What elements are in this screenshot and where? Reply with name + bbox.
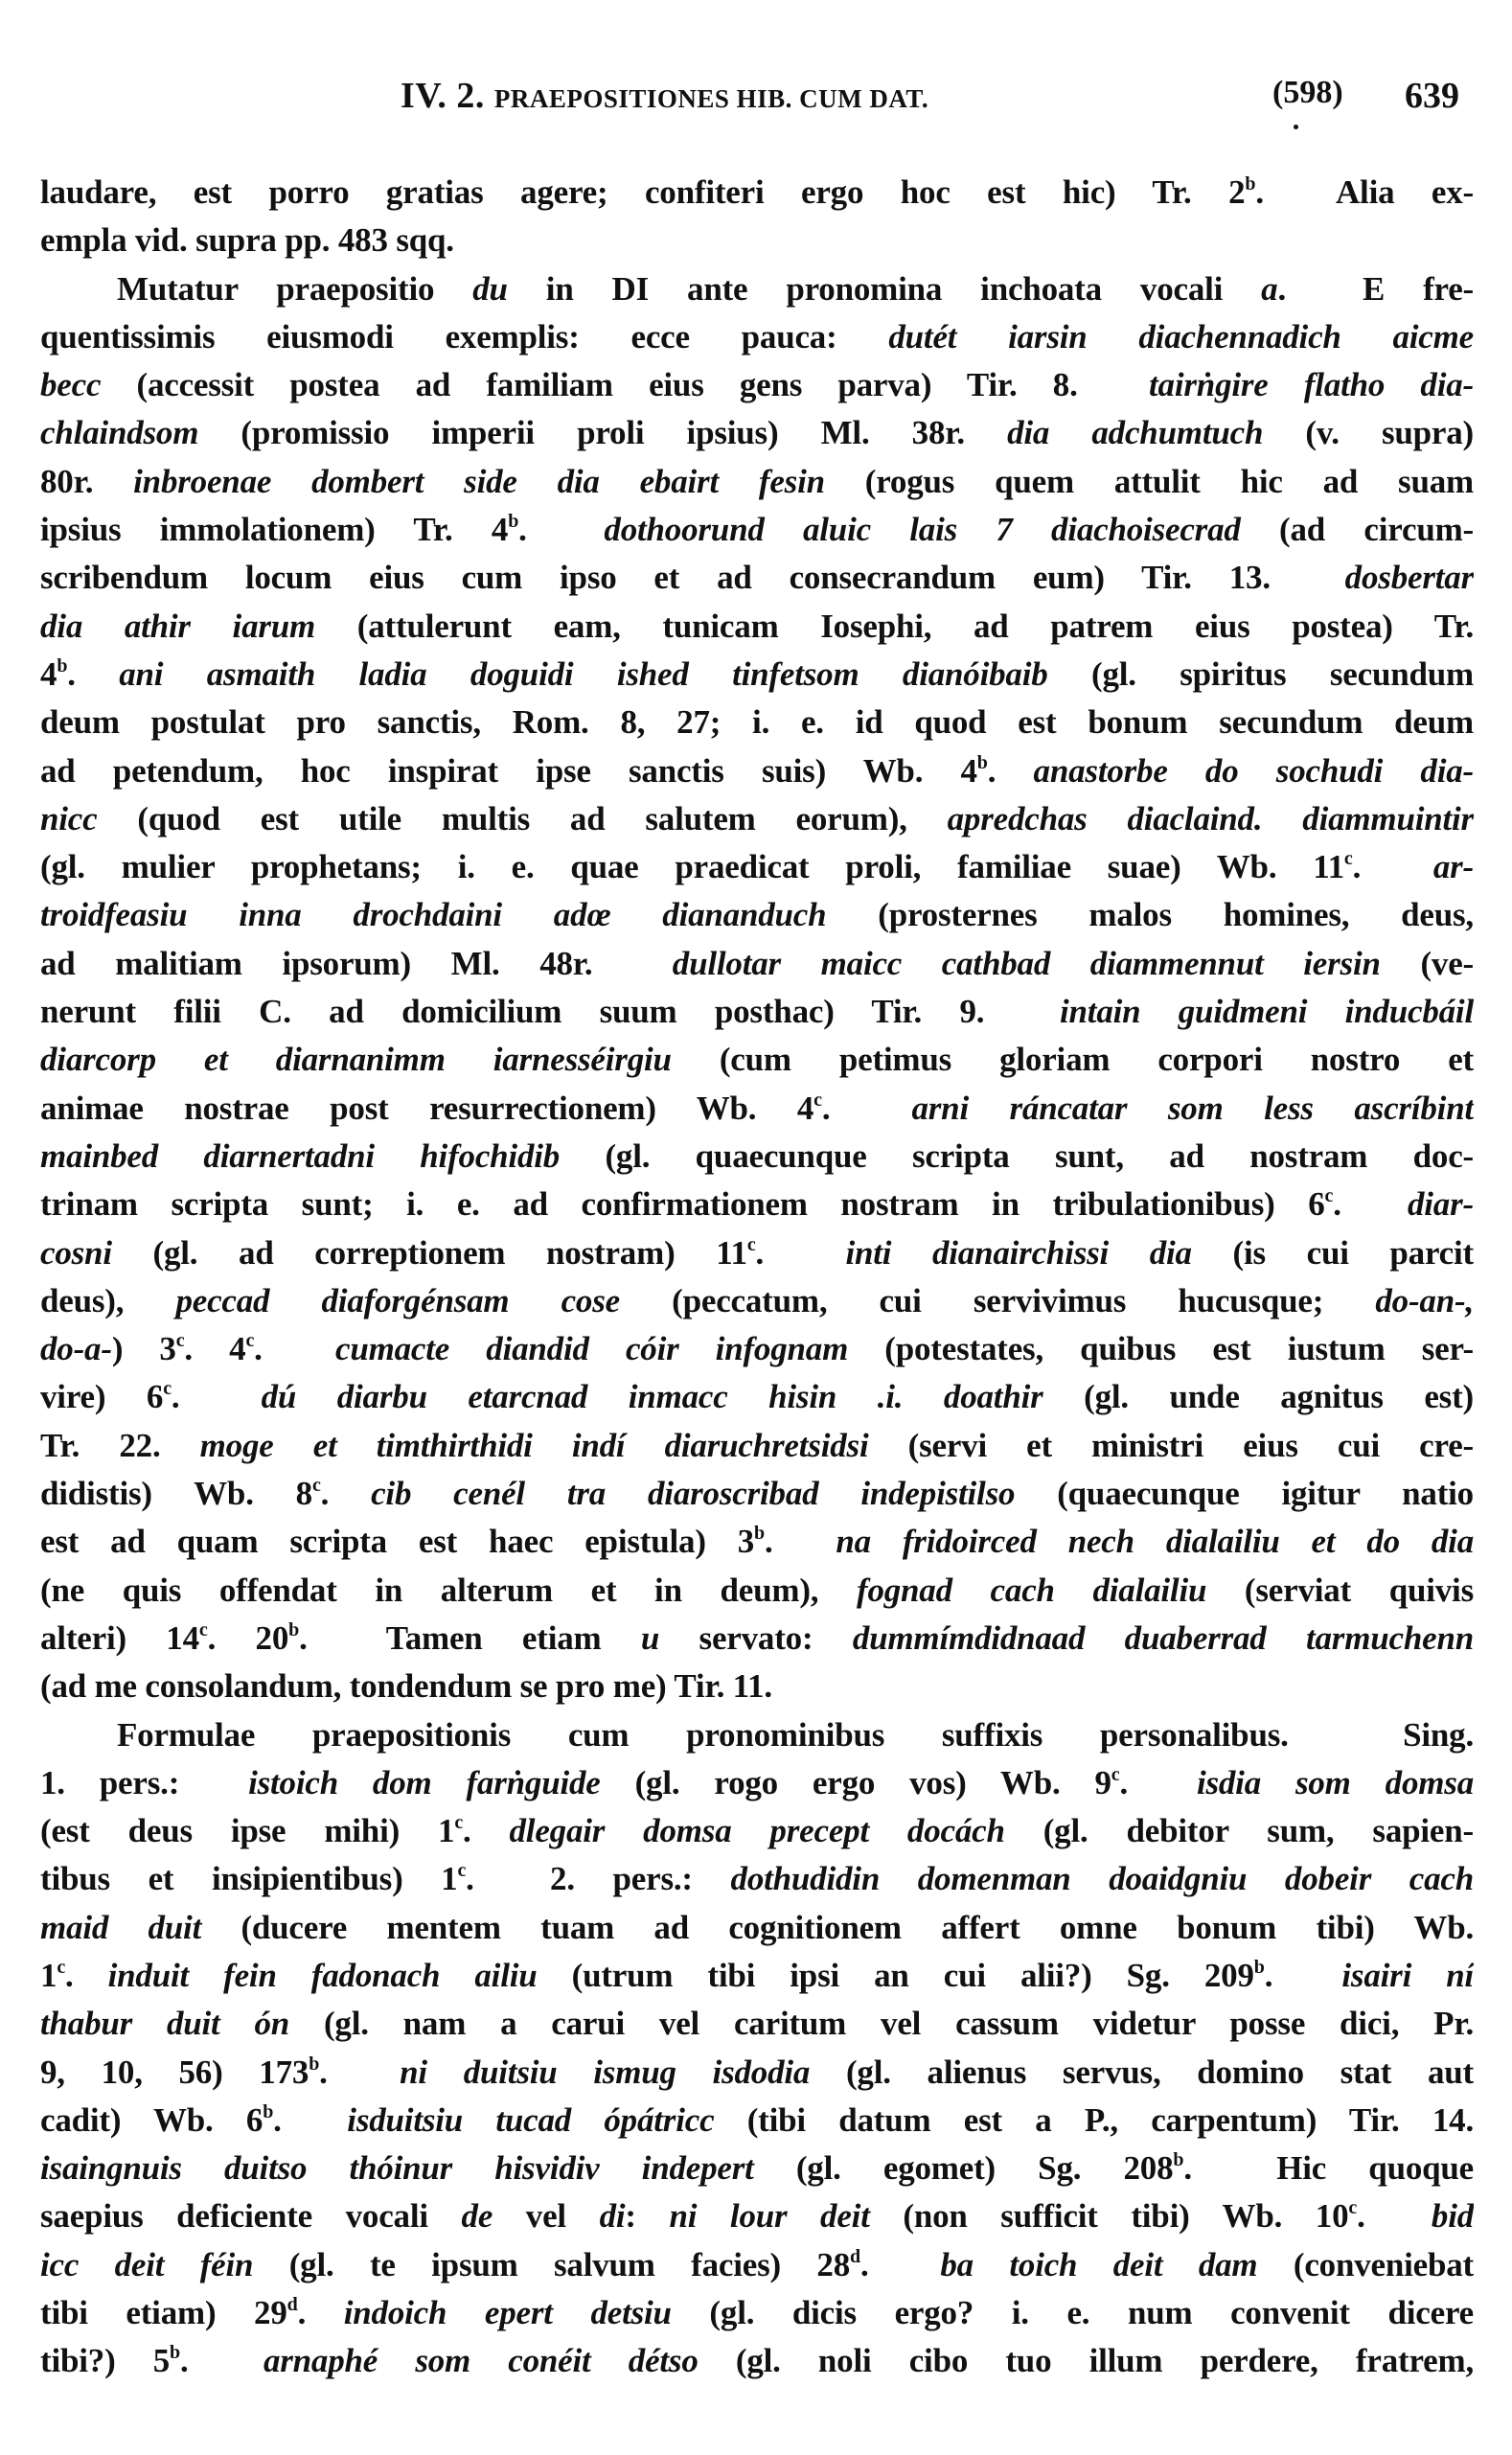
irish-text: peccad diaforgénsam cose: [175, 1281, 620, 1319]
text-line: [40, 1615, 1474, 1663]
irish-text: isduitsiu tucad ópátricc: [347, 2100, 715, 2139]
irish-text: do-a-: [40, 1330, 112, 1368]
latin-text: .: [1352, 848, 1433, 886]
latin-text: .: [755, 1233, 846, 1272]
text-line: [40, 2145, 1474, 2192]
text-line: [40, 2337, 1474, 2385]
irish-text: thabur duit ón: [40, 2005, 290, 2043]
text-line: [40, 651, 1474, 699]
latin-text: ) 3: [111, 1330, 176, 1368]
irish-text: bid: [1431, 2197, 1474, 2236]
latin-text: (gl. rogo ergo vos) Wb. 9: [600, 1763, 1111, 1801]
latin-text: ipsius immolationem) Tr. 4: [40, 511, 509, 549]
irish-text: icc deit féin: [40, 2245, 254, 2283]
latin-text: . Hic quoque: [1183, 2149, 1474, 2188]
latin-text: (quod est utile multis ad salutem eorum),: [97, 799, 948, 837]
folio-superscript: b: [1173, 2149, 1184, 2171]
irish-text: becc: [40, 366, 102, 404]
latin-text: (gl. unde agnitus est): [1042, 1378, 1474, 1416]
latin-text: (gl. te ipsum salvum facies) 28: [253, 2245, 851, 2283]
latin-text: scribendum locum eius cum ipso et ad consecrandum eum) Tir. 13.: [40, 559, 1345, 597]
folio-superscript: c: [746, 1233, 756, 1255]
page-number: 639: [1405, 76, 1459, 116]
latin-text: (gl. ad correptionem nostram) 11: [111, 1233, 747, 1272]
irish-text: inti dianairchissi dia: [845, 1233, 1192, 1272]
latin-text: (gl. nam a carui vel caritum vel cassum videtur posse dici, Pr.: [289, 2005, 1474, 2043]
latin-text: 1: [40, 1956, 57, 1994]
irish-text: maid duit: [40, 1908, 202, 1946]
folio-superscript: c: [175, 1330, 185, 1352]
text-line: [40, 1325, 1474, 1373]
text-line: [40, 1518, 1474, 1566]
text-line: [40, 458, 1474, 506]
latin-text: (servi et ministri eius cui cre-: [868, 1426, 1474, 1464]
text-line: [40, 409, 1474, 457]
latin-text: cadit) Wb. 6: [40, 2100, 263, 2139]
latin-text: servato:: [659, 1618, 853, 1657]
irish-text: istoich dom farṅguide: [248, 1763, 601, 1801]
section-title: PRAEPOSITIONES HIB. CUM DAT.: [493, 84, 929, 113]
latin-text: (peccatum, cui servivimus hucusque;: [620, 1281, 1376, 1319]
latin-text: 1. pers.:: [40, 1763, 249, 1801]
irish-text: anastorbe do sochudi dia-: [1033, 751, 1474, 790]
latin-text: .: [273, 2100, 348, 2139]
text-line: [40, 795, 1474, 843]
dot-mark: [1294, 125, 1298, 129]
irish-text: fognad cach dialailiu: [856, 1571, 1207, 1609]
folio-superscript: c: [163, 1378, 172, 1400]
latin-text: (v. supra): [1263, 414, 1474, 452]
latin-text: .: [67, 654, 120, 693]
latin-text: .: [518, 511, 605, 549]
irish-text: inbroenae dombert side dia ebairt fesin: [133, 462, 825, 500]
text-line: [40, 2049, 1474, 2097]
latin-text: . 20: [207, 1618, 289, 1657]
folio-superscript: c: [1343, 848, 1353, 870]
folio-superscript: b: [288, 1618, 300, 1640]
latin-text: deus),: [40, 1281, 176, 1319]
irish-text: dosbertar: [1344, 559, 1474, 597]
latin-text: (gl. egomet) Sg. 208: [753, 2149, 1174, 2188]
latin-text: .: [179, 2342, 263, 2380]
irish-text: ani asmaith ladia doguidi ished tinfetsom dianóibaib: [119, 654, 1048, 693]
irish-text: ni duitsiu ismug isdodia: [400, 2053, 811, 2091]
latin-text: .: [821, 1089, 912, 1127]
latin-text: ad malitiam ipsorum) Ml. 48r.: [40, 944, 673, 982]
body-text: [40, 169, 1474, 2386]
latin-text: saepius deficiente vocali: [40, 2197, 462, 2236]
latin-text: in DI ante pronomina inchoata vocali: [507, 269, 1262, 308]
text-line: [40, 1807, 1474, 1855]
irish-text: ar-: [1432, 848, 1474, 886]
folio-superscript: b: [754, 1523, 765, 1545]
latin-text: 4: [40, 654, 57, 693]
latin-text: vire) 6: [40, 1378, 164, 1416]
irish-text: isaingnuis duitso thóinur hisvidiv indepert: [40, 2149, 754, 2188]
text-line: [40, 1036, 1474, 1084]
text-line: [40, 361, 1474, 409]
latin-text: nerunt filii C. ad domicilium suum posthac) Tir. 9.: [40, 993, 1060, 1031]
text-line: [40, 1663, 1474, 1710]
latin-text: tibi?) 5: [40, 2342, 171, 2380]
latin-text: .: [764, 1523, 836, 1561]
latin-text: (gl. dicis ergo? i. e. num convenit dicere: [671, 2294, 1474, 2332]
latin-text: Formulae praepositionis cum pronominibus suffixis personalibus. Sing.: [117, 1715, 1474, 1754]
running-header: [0, 75, 1512, 132]
irish-text: do-an-,: [1375, 1281, 1474, 1319]
latin-text: .: [859, 2245, 941, 2283]
irish-text: a: [1261, 269, 1278, 308]
latin-text: (utrum tibi ipsi an cui alii?) Sg. 209: [537, 1956, 1254, 1994]
latin-text: . 4: [184, 1330, 246, 1368]
latin-text: .: [254, 1330, 335, 1368]
irish-text: dia athir iarum: [40, 607, 316, 645]
irish-text: nicc: [40, 799, 98, 837]
irish-text: u: [640, 1618, 660, 1657]
text-line: [40, 2241, 1474, 2289]
text-line: [40, 169, 1474, 217]
latin-text: trinam scripta sunt; i. e. ad confirmationem nostram in tribulationibus) 6: [40, 1185, 1325, 1224]
folio-superscript: b: [1245, 173, 1256, 195]
text-line: [40, 2192, 1474, 2240]
latin-text: (accessit postea ad familiam eius gens parva) Tir. 8.: [101, 366, 1150, 404]
latin-text: .: [987, 751, 1034, 790]
latin-text: (rogus quem attulit hic ad suam: [824, 462, 1474, 500]
latin-text: . Alia ex-: [1255, 173, 1474, 211]
latin-text: (conveniebat: [1257, 2245, 1474, 2283]
running-title: [401, 75, 928, 117]
irish-text: ba toich deit dam: [940, 2245, 1258, 2283]
folio-superscript: b: [57, 654, 68, 677]
latin-text: laudare, est porro gratias agere; confiteri ergo hoc est hic) Tr. 2: [40, 173, 1246, 211]
text-line: [40, 217, 1474, 264]
text-line: [40, 1470, 1474, 1518]
irish-text: isdia som domsa: [1196, 1763, 1474, 1801]
latin-text: (ducere mentem tuam ad cognitionem affert omne bonum tibi) Wb.: [201, 1908, 1474, 1946]
text-line: [40, 940, 1474, 988]
irish-text: dia adchumtuch: [1007, 414, 1264, 452]
irish-text: cumacte diandid cóir infognam: [335, 1330, 849, 1368]
latin-text: . E fre-: [1277, 269, 1474, 308]
irish-text: du: [472, 269, 508, 308]
latin-text: animae nostrae post resurrectionem) Wb. 4: [40, 1089, 814, 1127]
latin-text: 80r.: [40, 462, 134, 500]
latin-text: 9, 10, 56) 173: [40, 2053, 309, 2091]
latin-text: .: [1357, 2197, 1432, 2236]
irish-text: mainbed diarnertadni hifochidib: [40, 1136, 561, 1175]
original-page-number: (598): [1272, 75, 1343, 110]
text-line: [40, 2289, 1474, 2337]
irish-text: de: [461, 2197, 493, 2236]
latin-text: .: [65, 1956, 108, 1994]
latin-text: . Tamen etiam: [299, 1618, 641, 1657]
folio-superscript: c: [198, 1618, 208, 1640]
text-line: [40, 891, 1474, 939]
text-line: [40, 313, 1474, 361]
folio-superscript: b: [170, 2342, 180, 2364]
latin-text: .: [297, 2294, 344, 2332]
folio-superscript: c: [57, 1956, 65, 1978]
latin-text: .: [171, 1378, 262, 1416]
latin-text: (ad circum-: [1240, 511, 1474, 549]
folio-superscript: b: [263, 2100, 274, 2122]
irish-text: dú diarbu etarcnad inmacc hisin .i. doathir: [261, 1378, 1043, 1416]
latin-text: Mutatur praepositio: [117, 269, 473, 308]
irish-text: isairi ní: [1341, 1956, 1474, 1994]
irish-text: dothudidin domenman doaidgniu dobeir cach: [730, 1860, 1474, 1898]
irish-text: dutét iarsin diachennadich aicme: [888, 317, 1474, 356]
folio-superscript: c: [311, 1475, 321, 1497]
text-line: [40, 1952, 1474, 2000]
latin-text: .: [319, 2053, 401, 2091]
irish-text: arnaphé som conéit détso: [263, 2342, 699, 2380]
folio-superscript: c: [1348, 2197, 1358, 2219]
text-line: [40, 1373, 1474, 1421]
latin-text: (is cui parcit: [1191, 1233, 1474, 1272]
text-line: [40, 2000, 1474, 2048]
latin-text: quentissimis eiusmodi exemplis: ecce pauca:: [40, 317, 889, 356]
folio-superscript: c: [813, 1089, 822, 1111]
text-line: [40, 2097, 1474, 2145]
irish-text: diar-: [1407, 1185, 1474, 1224]
text-line: [40, 1855, 1474, 1903]
text-line: [40, 603, 1474, 651]
latin-text: (quaecunque igitur natio: [1015, 1475, 1474, 1513]
latin-text: .: [320, 1475, 372, 1513]
latin-text: (est deus ipse mihi) 1: [40, 1812, 455, 1850]
irish-text: chlaindsom: [40, 414, 199, 452]
text-line: [40, 747, 1474, 795]
text-line: [40, 1759, 1474, 1807]
latin-text: Tr. 22.: [40, 1426, 200, 1464]
irish-text: dothoorund aluic lais 7 diachoisecrad: [604, 511, 1241, 549]
text-line: [40, 1422, 1474, 1470]
irish-text: ni lour deit: [669, 2197, 870, 2236]
latin-text: .: [1119, 1763, 1197, 1801]
irish-text: dummímdidnaad duaberrad tarmuchenn: [852, 1618, 1474, 1657]
latin-text: vel: [493, 2197, 600, 2236]
folio-superscript: d: [286, 2294, 298, 2316]
latin-text: alteri) 14: [40, 1618, 199, 1657]
latin-text: (potestates, quibus est iustum ser-: [848, 1330, 1474, 1368]
irish-text: cib cenél tra diaroscribad indepistilso: [371, 1475, 1016, 1513]
latin-text: (ve-: [1380, 944, 1474, 982]
folio-superscript: b: [976, 751, 988, 773]
latin-text: .: [1333, 1185, 1408, 1224]
latin-text: (attulerunt eam, tunicam Iosephi, ad patrem eius postea) Tr.: [315, 607, 1474, 645]
latin-text: (gl. spiritus secundum: [1047, 654, 1474, 693]
folio-superscript: d: [850, 2245, 860, 2267]
latin-text: (cum petimus gloriam corpori nostro et: [671, 1041, 1474, 1079]
latin-text: deum postulat pro sanctis, Rom. 8, 27; i. e. id quod est bonum secundum deum: [40, 703, 1474, 742]
irish-text: diarcorp et diarnanimm iarnesséirgiu: [40, 1041, 672, 1079]
irish-text: dlegair domsa precept docách: [509, 1812, 1005, 1850]
latin-text: tibi etiam) 29: [40, 2294, 287, 2332]
irish-text: apredchas diaclaind. diammuintir: [947, 799, 1474, 837]
latin-text: (gl. debitor sum, sapien-: [1004, 1812, 1474, 1850]
folio-superscript: c: [1111, 1763, 1120, 1785]
irish-text: indoich epert detsiu: [343, 2294, 672, 2332]
latin-text: .: [1264, 1956, 1342, 1994]
latin-text: (serviat quivis: [1206, 1571, 1474, 1609]
irish-text: troidfeasiu inna drochdaini adœ diananduch: [40, 896, 827, 934]
text-line: [40, 988, 1474, 1036]
latin-text: (promissio imperii proli ipsius) Ml. 38r.: [198, 414, 1008, 452]
irish-text: na fridoirced nech dialailiu et do dia: [836, 1523, 1474, 1561]
text-line: [40, 554, 1474, 602]
section-number: IV. 2.: [401, 76, 485, 116]
latin-text: (prosternes malos homines, deus,: [826, 896, 1474, 934]
latin-text: (non sufficit tibi) Wb. 10: [869, 2197, 1349, 2236]
folio-superscript: c: [457, 1860, 467, 1882]
latin-text: (gl. quaecunque scripta sunt, ad nostram doc-: [560, 1136, 1474, 1175]
latin-text: (ne quis offendat in alterum et in deum),: [40, 1571, 857, 1609]
folio-superscript: b: [1253, 1956, 1265, 1978]
latin-text: . 2. pers.:: [466, 1860, 731, 1898]
latin-text: tibus et insipientibus) 1: [40, 1860, 458, 1898]
latin-text: empla vid. supra pp. 483 sqq.: [40, 221, 454, 260]
latin-text: (gl. alienus servus, domino stat aut: [810, 2053, 1474, 2091]
latin-text: didistis) Wb. 8: [40, 1475, 312, 1513]
folio-superscript: b: [508, 511, 519, 533]
text-line: [40, 1567, 1474, 1615]
text-line: [40, 265, 1474, 313]
text-line: [40, 1904, 1474, 1952]
text-line: [40, 1277, 1474, 1325]
irish-text: di: [599, 2197, 626, 2236]
latin-text: (gl. mulier prophetans; i. e. quae praedicat proli, familiae suae) Wb. 11: [40, 848, 1344, 886]
latin-text: :: [625, 2197, 670, 2236]
irish-text: arni ráncatar som less ascríbint: [911, 1089, 1474, 1127]
text-line: [40, 1711, 1474, 1759]
text-line: [40, 1133, 1474, 1181]
irish-text: intain guidmeni inducbáil: [1060, 993, 1474, 1031]
text-line: [40, 1085, 1474, 1133]
text-line: [40, 1181, 1474, 1228]
text-line: [40, 843, 1474, 891]
irish-text: induit fein fadonach ailiu: [107, 1956, 538, 1994]
latin-text: .: [463, 1812, 510, 1850]
latin-text: (gl. noli cibo tuo illum perdere, fratrem,: [698, 2342, 1474, 2380]
irish-text: dullotar maicc cathbad diammennut iersin: [672, 944, 1381, 982]
folio-superscript: c: [454, 1812, 463, 1834]
irish-text: moge et timthirthidi indí diaruchretsidsi: [199, 1426, 869, 1464]
folio-superscript: c: [245, 1330, 255, 1352]
text-line: [40, 506, 1474, 554]
text-line: [40, 699, 1474, 746]
latin-text: ad petendum, hoc inspirat ipse sanctis suis) Wb. 4: [40, 751, 977, 790]
folio-superscript: b: [309, 2053, 320, 2075]
latin-text: (ad me consolandum, tondendum se pro me) Tir. 11.: [40, 1667, 772, 1706]
folio-superscript: c: [1324, 1185, 1334, 1207]
latin-text: (tibi datum est a P., carpentum) Tir. 14.: [714, 2100, 1474, 2139]
irish-text: tairṅgire flatho dia-: [1149, 366, 1474, 404]
latin-text: est ad quam scripta est haec epistula) 3: [40, 1523, 754, 1561]
text-line: [40, 1229, 1474, 1277]
irish-text: cosni: [40, 1233, 112, 1272]
